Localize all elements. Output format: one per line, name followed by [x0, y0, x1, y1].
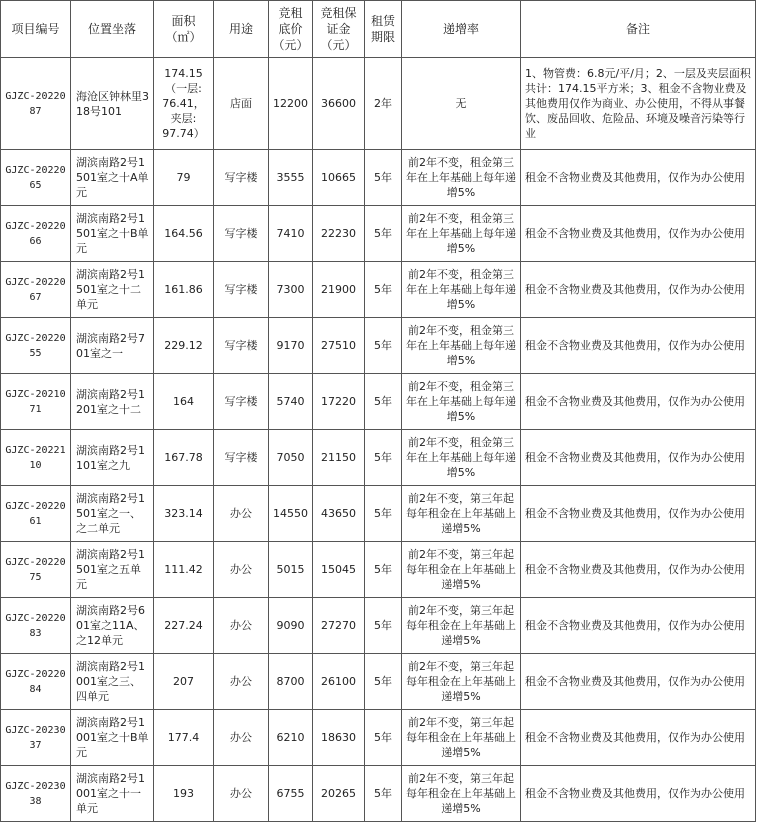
- cell-use: 写字楼: [214, 430, 269, 486]
- table-row: [1, 654, 756, 710]
- cell-note: 租金不含物业费及其他费用，仅作为办公使用: [521, 318, 756, 374]
- col-header-code: 项目编号: [1, 1, 71, 58]
- cell-rate: 前2年不变，第三年起每年租金在上年基础上递增5%: [402, 598, 521, 654]
- cell-code: GJZC-2022084: [1, 654, 71, 710]
- cell-note: 租金不含物业费及其他费用，仅作为办公使用: [521, 150, 756, 206]
- cell-rate: 前2年不变，租金第三年在上年基础上每年递增5%: [402, 374, 521, 430]
- cell-location: 湖滨南路2号1101室之九: [71, 430, 154, 486]
- cell-price: 9090: [269, 598, 313, 654]
- cell-code: GJZC-2022087: [1, 58, 71, 150]
- cell-price: 5740: [269, 374, 313, 430]
- cell-rate: 前2年不变，租金第三年在上年基础上每年递增5%: [402, 150, 521, 206]
- cell-term: 5年: [365, 598, 402, 654]
- cell-use: 办公: [214, 654, 269, 710]
- cell-location: 湖滨南路2号1001室之十一单元: [71, 766, 154, 822]
- cell-price: 12200: [269, 58, 313, 150]
- cell-location: 湖滨南路2号1001室之三、四单元: [71, 654, 154, 710]
- cell-code: GJZC-2022075: [1, 542, 71, 598]
- col-header-location: 位置坐落: [71, 1, 154, 58]
- col-header-use: 用途: [214, 1, 269, 58]
- cell-area: 207: [154, 654, 214, 710]
- cell-code: GJZC-2022065: [1, 150, 71, 206]
- cell-price: 14550: [269, 486, 313, 542]
- cell-area: 323.14: [154, 486, 214, 542]
- cell-use: 办公: [214, 598, 269, 654]
- cell-deposit: 27270: [313, 598, 365, 654]
- cell-location: 湖滨南路2号1201室之十二: [71, 374, 154, 430]
- cell-area: 177.4: [154, 710, 214, 766]
- cell-price: 5015: [269, 542, 313, 598]
- table-row: [1, 58, 756, 150]
- cell-note: 租金不含物业费及其他费用，仅作为办公使用: [521, 374, 756, 430]
- cell-area: 164.56: [154, 206, 214, 262]
- cell-code: GJZC-2022066: [1, 206, 71, 262]
- cell-area: 111.42: [154, 542, 214, 598]
- cell-location: 海沧区钟林里318号101: [71, 58, 154, 150]
- cell-location: 湖滨南路2号1501室之一、之二单元: [71, 486, 154, 542]
- cell-location: 湖滨南路2号1501室之十B单元: [71, 206, 154, 262]
- cell-deposit: 18630: [313, 710, 365, 766]
- table-row: [1, 542, 756, 598]
- table-row: [1, 766, 756, 822]
- cell-code: GJZC-2021071: [1, 374, 71, 430]
- cell-deposit: 26100: [313, 654, 365, 710]
- cell-deposit: 17220: [313, 374, 365, 430]
- cell-code: GJZC-2023038: [1, 766, 71, 822]
- cell-use: 写字楼: [214, 318, 269, 374]
- table-row: [1, 486, 756, 542]
- cell-rate: 前2年不变，第三年起每年租金在上年基础上递增5%: [402, 710, 521, 766]
- table-row: [1, 206, 756, 262]
- cell-note: 租金不含物业费及其他费用，仅作为办公使用: [521, 654, 756, 710]
- table-row: [1, 318, 756, 374]
- cell-term: 5年: [365, 150, 402, 206]
- cell-rate: 前2年不变，第三年起每年租金在上年基础上递增5%: [402, 486, 521, 542]
- table-row: [1, 710, 756, 766]
- cell-deposit: 43650: [313, 486, 365, 542]
- cell-term: 5年: [365, 430, 402, 486]
- cell-term: 5年: [365, 654, 402, 710]
- cell-use: 写字楼: [214, 150, 269, 206]
- cell-term: 5年: [365, 766, 402, 822]
- cell-code: GJZC-2022061: [1, 486, 71, 542]
- cell-use: 办公: [214, 486, 269, 542]
- cell-area: 167.78: [154, 430, 214, 486]
- cell-deposit: 21150: [313, 430, 365, 486]
- cell-term: 2年: [365, 58, 402, 150]
- cell-price: 6210: [269, 710, 313, 766]
- cell-location: 湖滨南路2号1001室之十B单元: [71, 710, 154, 766]
- table-row: [1, 150, 756, 206]
- table-row: [1, 598, 756, 654]
- cell-area: 227.24: [154, 598, 214, 654]
- cell-use: 写字楼: [214, 262, 269, 318]
- cell-rate: 前2年不变，租金第三年在上年基础上每年递增5%: [402, 430, 521, 486]
- cell-code: GJZC-2023037: [1, 710, 71, 766]
- cell-use: 写字楼: [214, 206, 269, 262]
- cell-deposit: 36600: [313, 58, 365, 150]
- cell-price: 6755: [269, 766, 313, 822]
- cell-note: 租金不含物业费及其他费用，仅作为办公使用: [521, 486, 756, 542]
- cell-use: 店面: [214, 58, 269, 150]
- cell-note: 租金不含物业费及其他费用，仅作为办公使用: [521, 598, 756, 654]
- cell-deposit: 10665: [313, 150, 365, 206]
- cell-note: 租金不含物业费及其他费用，仅作为办公使用: [521, 542, 756, 598]
- cell-code: GJZC-2022055: [1, 318, 71, 374]
- cell-note: 租金不含物业费及其他费用，仅作为办公使用: [521, 206, 756, 262]
- cell-area: 174.15 （一层: 76.41， 夹层: 97.74）: [154, 58, 214, 150]
- cell-rate: 前2年不变，租金第三年在上年基础上每年递增5%: [402, 318, 521, 374]
- cell-location: 湖滨南路2号1501室之五单元: [71, 542, 154, 598]
- cell-use: 办公: [214, 766, 269, 822]
- table-row: [1, 430, 756, 486]
- cell-use: 写字楼: [214, 374, 269, 430]
- cell-price: 7410: [269, 206, 313, 262]
- cell-area: 229.12: [154, 318, 214, 374]
- cell-deposit: 15045: [313, 542, 365, 598]
- col-header-area: 面积 （㎡）: [154, 1, 214, 58]
- cell-code: GJZC-2022083: [1, 598, 71, 654]
- cell-deposit: 22230: [313, 206, 365, 262]
- cell-use: 办公: [214, 542, 269, 598]
- cell-term: 5年: [365, 206, 402, 262]
- cell-price: 8700: [269, 654, 313, 710]
- cell-term: 5年: [365, 710, 402, 766]
- cell-note: 1、物管费：6.8元/平/月；2、一层及夹层面积共计：174.15平方米；3、租金不含物业费及其他费用仅作为商业、办公使用，不得从事餐饮、废品回收、危险品、环境及噪音污染等行业: [521, 58, 756, 150]
- cell-rate: 前2年不变，第三年起每年租金在上年基础上递增5%: [402, 542, 521, 598]
- cell-term: 5年: [365, 262, 402, 318]
- cell-note: 租金不含物业费及其他费用，仅作为办公使用: [521, 766, 756, 822]
- cell-area: 161.86: [154, 262, 214, 318]
- cell-note: 租金不含物业费及其他费用，仅作为办公使用: [521, 430, 756, 486]
- col-header-term: 租赁 期限: [365, 1, 402, 58]
- cell-term: 5年: [365, 542, 402, 598]
- cell-area: 79: [154, 150, 214, 206]
- cell-rate: 前2年不变，租金第三年在上年基础上每年递增5%: [402, 206, 521, 262]
- cell-rate: 无: [402, 58, 521, 150]
- cell-location: 湖滨南路2号1501室之十二单元: [71, 262, 154, 318]
- cell-code: GJZC-2022110: [1, 430, 71, 486]
- cell-location: 湖滨南路2号601室之11A、之12单元: [71, 598, 154, 654]
- cell-price: 7300: [269, 262, 313, 318]
- cell-rate: 前2年不变，第三年起每年租金在上年基础上递增5%: [402, 654, 521, 710]
- col-header-price: 竞租 底价 （元）: [269, 1, 313, 58]
- cell-area: 193: [154, 766, 214, 822]
- table-row: [1, 262, 756, 318]
- cell-term: 5年: [365, 318, 402, 374]
- cell-price: 9170: [269, 318, 313, 374]
- cell-price: 7050: [269, 430, 313, 486]
- cell-area: 164: [154, 374, 214, 430]
- cell-deposit: 20265: [313, 766, 365, 822]
- cell-rate: 前2年不变，租金第三年在上年基础上每年递增5%: [402, 262, 521, 318]
- cell-code: GJZC-2022067: [1, 262, 71, 318]
- cell-term: 5年: [365, 486, 402, 542]
- col-header-note: 备注: [521, 1, 756, 58]
- header-row: [1, 1, 756, 58]
- col-header-deposit: 竞租保 证金 （元）: [313, 1, 365, 58]
- col-header-rate: 递增率: [402, 1, 521, 58]
- cell-deposit: 27510: [313, 318, 365, 374]
- cell-use: 办公: [214, 710, 269, 766]
- cell-note: 租金不含物业费及其他费用，仅作为办公使用: [521, 710, 756, 766]
- table-row: [1, 374, 756, 430]
- cell-note: 租金不含物业费及其他费用，仅作为办公使用: [521, 262, 756, 318]
- cell-deposit: 21900: [313, 262, 365, 318]
- cell-rate: 前2年不变，第三年起每年租金在上年基础上递增5%: [402, 766, 521, 822]
- cell-term: 5年: [365, 374, 402, 430]
- cell-location: 湖滨南路2号701室之一: [71, 318, 154, 374]
- cell-location: 湖滨南路2号1501室之十A单元: [71, 150, 154, 206]
- cell-price: 3555: [269, 150, 313, 206]
